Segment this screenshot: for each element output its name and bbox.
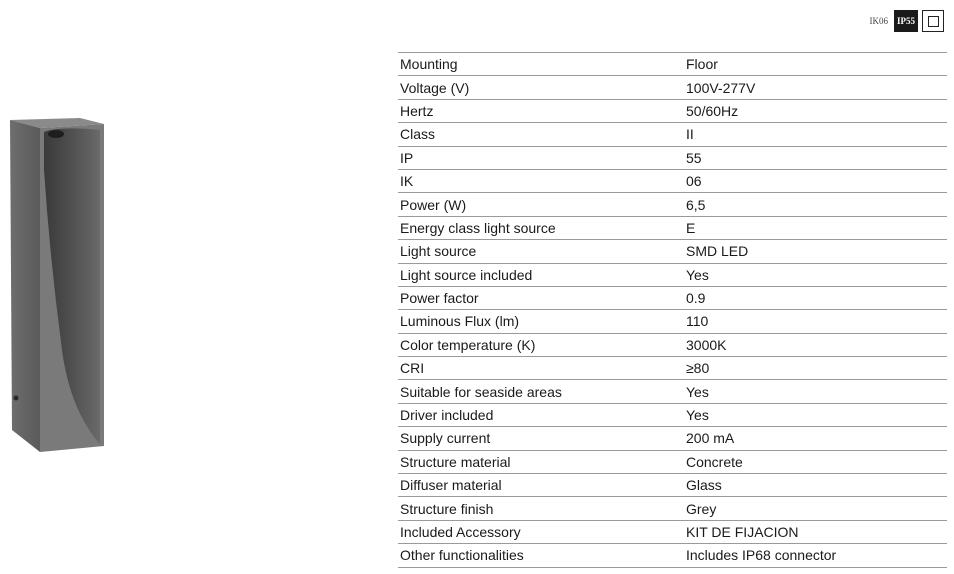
spec-row	[398, 53, 947, 76]
spec-row	[398, 146, 947, 169]
spec-label: Included Accessory	[398, 520, 684, 543]
spec-row	[398, 193, 947, 216]
spec-value: E	[684, 216, 947, 239]
spec-label: Light source included	[398, 263, 684, 286]
certification-badges	[868, 10, 945, 32]
spec-label: Power (W)	[398, 193, 684, 216]
spec-label: CRI	[398, 357, 684, 380]
ik-rating-badge: IK06	[869, 16, 888, 26]
spec-label: Voltage (V)	[398, 76, 684, 99]
spec-value: 110	[684, 310, 947, 333]
spec-row	[398, 497, 947, 520]
spec-label: Hertz	[398, 99, 684, 122]
spec-row	[398, 380, 947, 403]
spec-value: Yes	[684, 403, 947, 426]
class-ii-square-icon	[922, 10, 944, 32]
product-image	[0, 110, 200, 460]
spec-value: 0.9	[684, 286, 947, 309]
spec-row	[398, 474, 947, 497]
spec-row	[398, 263, 947, 286]
spec-value: 200 mA	[684, 427, 947, 450]
spec-label: Color temperature (K)	[398, 333, 684, 356]
spec-row	[398, 544, 947, 567]
spec-value: Floor	[684, 53, 947, 76]
spec-value: 100V-277V	[684, 76, 947, 99]
spec-value: KIT DE FIJACION	[684, 520, 947, 543]
spec-row	[398, 310, 947, 333]
spec-label: IK	[398, 169, 684, 192]
spec-row	[398, 427, 947, 450]
spec-row	[398, 286, 947, 309]
spec-label: Power factor	[398, 286, 684, 309]
spec-value: Concrete	[684, 450, 947, 473]
spec-row	[398, 169, 947, 192]
spec-value: 50/60Hz	[684, 99, 947, 122]
spec-row	[398, 403, 947, 426]
spec-row	[398, 520, 947, 543]
spec-value: Glass	[684, 474, 947, 497]
spec-label: Diffuser material	[398, 474, 684, 497]
spec-label: Structure finish	[398, 497, 684, 520]
spec-label: Class	[398, 123, 684, 146]
spec-label: Suitable for seaside areas	[398, 380, 684, 403]
spec-table	[398, 52, 947, 568]
spec-label: Driver included	[398, 403, 684, 426]
spec-value: Grey	[684, 497, 947, 520]
spec-label: Luminous Flux (lm)	[398, 310, 684, 333]
spec-row	[398, 357, 947, 380]
spec-value: Includes IP68 connector	[684, 544, 947, 567]
spec-row	[398, 76, 947, 99]
spec-label: Mounting	[398, 53, 684, 76]
spec-value: 06	[684, 169, 947, 192]
spec-value: ≥80	[684, 357, 947, 380]
spec-row	[398, 333, 947, 356]
spec-label: IP	[398, 146, 684, 169]
spec-value: 3000K	[684, 333, 947, 356]
spec-label: Structure material	[398, 450, 684, 473]
spec-value: Yes	[684, 263, 947, 286]
spec-row	[398, 450, 947, 473]
spec-row	[398, 216, 947, 239]
spec-value: 55	[684, 146, 947, 169]
spec-row	[398, 240, 947, 263]
spec-label: Other functionalities	[398, 544, 684, 567]
spec-label: Supply current	[398, 427, 684, 450]
spec-value: Yes	[684, 380, 947, 403]
spec-row	[398, 123, 947, 146]
spec-label: Light source	[398, 240, 684, 263]
spec-label: Energy class light source	[398, 216, 684, 239]
spec-value: II	[684, 123, 947, 146]
spec-value: SMD LED	[684, 240, 947, 263]
ip-rating-badge: IP55	[894, 10, 918, 32]
spec-value: 6,5	[684, 193, 947, 216]
spec-row	[398, 99, 947, 122]
